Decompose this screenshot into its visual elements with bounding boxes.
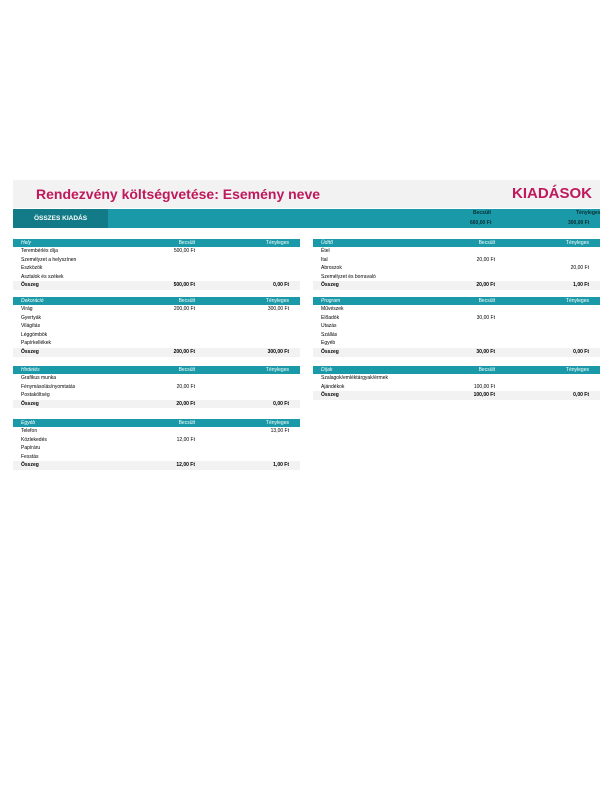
table-row (13, 331, 300, 340)
sum-label: Összeg (321, 392, 339, 399)
section-egyeb (13, 419, 300, 470)
section-title: Dekoráció (21, 298, 44, 304)
table-row (13, 305, 300, 314)
table-row (13, 453, 300, 462)
row-name: Grafikus munka (21, 375, 57, 381)
estimated-header: Becsült (478, 367, 495, 373)
row-name: Papírkellékek (21, 340, 52, 347)
row-actual: 13,00 Ft (270, 428, 289, 434)
sum-row (313, 348, 600, 357)
table-row (13, 314, 300, 323)
row-name: Utazás (321, 323, 337, 330)
table-row (13, 427, 300, 436)
section-header (13, 419, 300, 427)
sum-estimated: 500,00 Ft (173, 282, 195, 289)
row-estimated: 500,00 Ft (173, 248, 195, 254)
sum-row (13, 461, 300, 470)
sum-label: Összeg (321, 348, 339, 355)
estimated-header: Becsült (178, 367, 195, 373)
section-title: Egyéb (21, 420, 36, 426)
row-name: Étel (321, 248, 330, 254)
table-row (13, 273, 300, 282)
section-hirdetes (13, 366, 300, 408)
actual-header: Tényleges (265, 298, 289, 304)
total-estimated-value: 660,00 Ft (470, 220, 492, 226)
actual-header: Tényleges (265, 240, 289, 246)
row-name: Közlekedés (21, 436, 47, 443)
table-row (13, 383, 300, 392)
sum-actual: 0,00 Ft (273, 400, 289, 407)
estimated-header: Becsült (478, 298, 495, 304)
row-name: Művészek (321, 306, 344, 312)
total-expense-label: ÖSSZES KIADÁS (13, 209, 108, 228)
table-row (313, 256, 600, 265)
sum-actual: 0,00 Ft (573, 348, 589, 355)
section-header (313, 239, 600, 247)
page-kind-label: KIADÁSOK (511, 185, 592, 202)
table-row (313, 305, 600, 314)
table-row (313, 383, 600, 392)
row-name: Előadók (321, 314, 340, 321)
actual-header: Tényleges (565, 240, 589, 246)
section-hely (13, 239, 300, 290)
sum-label: Összeg (21, 348, 39, 355)
section-dekoracio (13, 297, 300, 357)
row-name: Szállás (321, 331, 338, 338)
row-name: Asztalok és székek (21, 273, 64, 280)
row-estimated: 200,00 Ft (173, 306, 195, 312)
row-estimated: 20,00 Ft (176, 383, 195, 390)
section-title: Hely (21, 240, 32, 246)
row-name: Személyzet a helyszínen (21, 256, 77, 263)
row-name: Telefon (21, 428, 38, 434)
table-row (313, 314, 600, 323)
row-estimated: 100,00 Ft (473, 383, 495, 390)
section-header (313, 297, 600, 305)
estimated-header: Becsült (178, 420, 195, 426)
row-name: Papíráru (21, 445, 41, 452)
row-name: Ital (321, 256, 328, 263)
sum-estimated: 100,00 Ft (473, 392, 495, 399)
sum-row (13, 281, 300, 290)
table-row (313, 331, 600, 340)
actual-header: Tényleges (565, 298, 589, 304)
section-title: Hirdetés (21, 367, 40, 373)
sum-estimated: 20,00 Ft (176, 400, 195, 407)
row-name: Léggömbök (21, 331, 48, 338)
row-name: Terembérlés díja (21, 248, 58, 254)
section-program (313, 297, 600, 357)
sum-row (13, 400, 300, 409)
sum-actual: 1,00 Ft (273, 462, 289, 469)
section-header (13, 366, 300, 374)
sum-actual: 300,00 Ft (267, 348, 289, 355)
row-name: Fénymásolás/nyomtatás (21, 383, 76, 390)
section-header (313, 366, 600, 374)
total-actual-header: Tényleges (576, 210, 601, 216)
table-row (313, 273, 600, 282)
sum-label: Összeg (21, 462, 39, 469)
row-name: Gyertyák (21, 314, 42, 321)
total-estimated-header: Becsült (473, 210, 492, 216)
sum-estimated: 20,00 Ft (476, 282, 495, 289)
actual-header: Tényleges (265, 367, 289, 373)
row-estimated: 12,00 Ft (176, 436, 195, 443)
sum-row (313, 281, 600, 290)
table-row (13, 436, 300, 445)
total-expense-bar (13, 209, 600, 228)
actual-header: Tényleges (265, 420, 289, 426)
sum-actual: 1,00 Ft (573, 282, 589, 289)
sum-actual: 0,00 Ft (573, 392, 589, 399)
table-row (13, 391, 300, 400)
row-name: Szalagok/emléktárgyak/érmek (321, 375, 388, 381)
page-title: Rendezvény költségvetése: Esemény neve (36, 186, 321, 202)
section-header (13, 297, 300, 305)
row-name: Postaköltség (21, 392, 50, 399)
section-title: Díjak (321, 367, 333, 373)
row-name: Eszközök (21, 265, 43, 272)
table-row (313, 322, 600, 331)
total-actual-value: 300,00 Ft (568, 220, 590, 226)
table-row (13, 374, 300, 383)
sum-label: Összeg (21, 400, 39, 407)
row-estimated: 20,00 Ft (476, 256, 495, 263)
actual-header: Tényleges (565, 367, 589, 373)
sum-label: Összeg (321, 282, 339, 289)
sum-actual: 0,00 Ft (273, 282, 289, 289)
row-actual: 20,00 Ft (570, 265, 589, 272)
sum-estimated: 30,00 Ft (476, 348, 495, 355)
sum-label: Összeg (21, 282, 39, 289)
sum-estimated: 200,00 Ft (173, 348, 195, 355)
table-row (13, 444, 300, 453)
row-name: Ajándékok (321, 383, 345, 390)
row-name: Virág (21, 306, 33, 312)
table-row (13, 247, 300, 256)
estimated-header: Becsült (178, 298, 195, 304)
table-row (313, 247, 600, 256)
row-actual: 300,00 Ft (267, 306, 289, 312)
table-row (13, 322, 300, 331)
section-title: Program (321, 298, 341, 304)
estimated-header: Becsült (478, 240, 495, 246)
table-row (313, 339, 600, 348)
section-dijak (313, 366, 600, 400)
row-estimated: 30,00 Ft (476, 314, 495, 321)
sum-row (313, 391, 600, 400)
section-title: Üdítő (321, 240, 333, 246)
table-row (13, 264, 300, 273)
row-name: Személyzet és borravaló (321, 273, 376, 280)
sum-estimated: 12,00 Ft (176, 462, 195, 469)
sum-row (13, 348, 300, 357)
row-name: Világítás (21, 323, 41, 330)
estimated-header: Becsült (178, 240, 195, 246)
section-udito (313, 239, 600, 290)
table-row (313, 264, 600, 273)
table-row (313, 374, 600, 383)
row-name: Fesstás (21, 453, 39, 460)
row-name: Egyéb (321, 340, 336, 347)
section-header (13, 239, 300, 247)
row-name: Abroszok (321, 265, 342, 272)
table-row (13, 256, 300, 265)
table-row (13, 339, 300, 348)
